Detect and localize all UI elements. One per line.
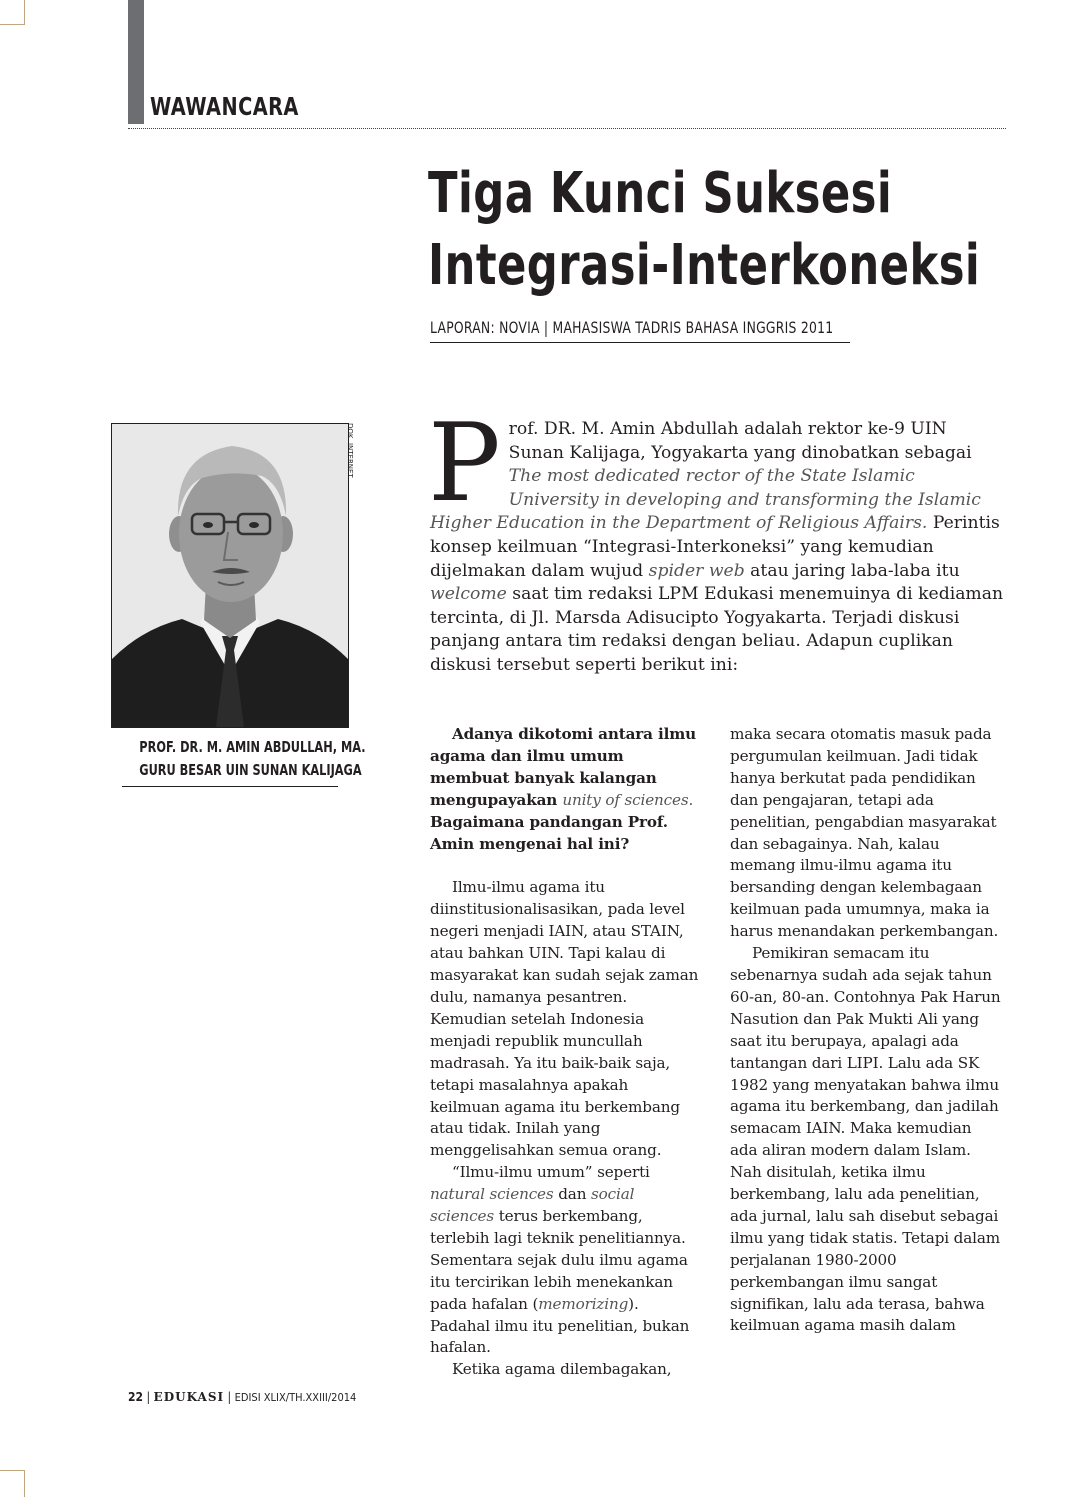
photo-caption bbox=[122, 736, 366, 787]
para2-italic-2: social sciences bbox=[430, 1185, 635, 1226]
para2-text-d: ). Padahal ilmu itu penelitian, bukan hafalan. bbox=[430, 1294, 690, 1357]
answer-paragraph-5: Pemikiran semacam itu sebenarnya sudah ada sejak tahun 60-an, 80-an. Contohnya Pak Harun Nasution dan Pak Mukti Ali yang saat itu berupaya, apalagi ada tantangan dari LIPI. Lalu ada SK 1982 yang menyatakan bahwa ilmu agama itu berkembang, dan jadilah semacam IAIN. Maka kemudian ada aliran modern dalam Islam. Nah disitulah, ketika ilmu berkembang, lalu ada penelitian, ada jurnal, lalu sah disebut sebagai ilmu yang tidak statis. Tetapi dalam perjalanan 1980-2000 perkembangan ilmu sangat signifikan, lalu ada terasa, bahwa keilmuan agama masih dalam bbox=[730, 944, 1001, 1335]
portrait-illustration bbox=[112, 424, 348, 727]
footer-separator-2: | bbox=[227, 1390, 232, 1404]
article-title bbox=[428, 158, 1068, 302]
lead-text-3: atau jaring laba-laba itu bbox=[744, 560, 960, 581]
para2-text-c: terus berkembang, terlebih lagi teknik penelitiannya. Sementara sejak dulu ilmu agama itu tercirikan lebih menekankan pada hafalan ( bbox=[430, 1207, 688, 1313]
lead-text-2: Perintis konsep keilmuan “Integrasi-Interkoneksi” yang kemudian dijelmakan dalam wujud bbox=[430, 513, 1000, 581]
body-column-2 bbox=[730, 724, 1002, 1337]
lead-italic-1: The most dedicated rector of the State Islamic University in developing and transforming the Islamic Higher Education in the Department of Religious Affairs. bbox=[430, 466, 981, 534]
section-bar bbox=[128, 0, 144, 124]
page-footer bbox=[128, 1390, 356, 1404]
para2-text-a: “Ilmu-ilmu umum” seperti bbox=[452, 1163, 650, 1182]
page-number: 22 bbox=[128, 1390, 144, 1404]
lead-italic-2: spider web bbox=[648, 560, 745, 581]
footer-separator-1: | bbox=[146, 1390, 151, 1404]
dotted-divider bbox=[128, 128, 1006, 129]
crop-mark-bottom-left bbox=[0, 1470, 25, 1497]
answer-paragraph-4: maka secara otomatis masuk pada pergumulan keilmuan. Jadi tidak hanya berkutat pada pendidikan dan pengajaran, tetapi ada penelitian, pengabdian masyarakat dan sebagainya. Nah, kalau memang ilmu-ilmu agama itu bersanding dengan kelembagaan keilmuan pada umumnya, maka ia harus menandakan perkembangan. bbox=[730, 725, 999, 941]
title-line-1: Tiga Kunci Suksesi bbox=[428, 161, 893, 226]
para2-italic-3: memorizing bbox=[538, 1294, 629, 1313]
answer-paragraph-3: Ketika agama dilembagakan, bbox=[452, 1360, 672, 1379]
interview-question bbox=[430, 724, 702, 855]
magazine-name: EDUKASI bbox=[153, 1390, 225, 1404]
drop-cap: P bbox=[428, 401, 501, 526]
para2-text-b: dan bbox=[553, 1185, 592, 1204]
answer-paragraph-2 bbox=[430, 1162, 702, 1359]
lead-text-1: rof. DR. M. Amin Abdullah adalah rektor ke-9 UIN Sunan Kalijaga, Yogyakarta yang dinobatkan sebagai bbox=[508, 419, 972, 463]
byline bbox=[430, 318, 850, 343]
portrait-photo bbox=[111, 423, 349, 728]
edition-info: EDISI XLIX/TH.XXIII/2014 bbox=[234, 1391, 357, 1404]
section-label: WAWANCARA bbox=[150, 92, 299, 121]
answer-paragraph-1: Ilmu-ilmu agama itu diinstitusionalisasikan, pada level negeri menjadi IAIN, atau STAIN, atau bahkan UIN. Tapi kalau di masyarakat kan sudah sejak zaman dulu, namanya pesantren. Kemudian setelah Indonesia menjadi republik muncullah madrasah. Ya itu baik-baik saja, tetapi masalahnya apakah keilmuan agama itu berkembang atau tidak. Inilah yang menggelisahkan semua orang. bbox=[430, 878, 699, 1160]
question-italic: unity of sciences. bbox=[562, 790, 694, 809]
caption-line-1: PROF. DR. M. AMIN ABDULLAH, MA. bbox=[139, 738, 366, 756]
body-column-1 bbox=[430, 724, 702, 1381]
byline-text: LAPORAN: NOVIA | MAHASISWA TADRIS BAHASA INGGRIS 2011 bbox=[430, 318, 834, 337]
para2-italic-1: natural sciences bbox=[430, 1185, 554, 1204]
lead-text-4: saat tim redaksi LPM Edukasi menemuinya di kediaman tercinta, di Jl. Marsda Adisucipto Yogyakarta. Terjadi diskusi panjang antara tim redaksi dengan beliau. Adapun cuplikan diskusi tersebut seperti berikut ini: bbox=[430, 584, 1004, 675]
question-text-1: Adanya dikotomi antara ilmu agama dan ilmu umum membuat banyak kalangan mengupayakan bbox=[430, 725, 697, 809]
caption-line-2: GURU BESAR UIN SUNAN KALIJAGA bbox=[139, 761, 362, 779]
crop-mark-top-left bbox=[0, 0, 25, 25]
lead-italic-3: welcome bbox=[430, 584, 507, 605]
title-line-2: Integrasi-Interkoneksi bbox=[428, 233, 981, 298]
photo-credit: DOK. INTERNET bbox=[346, 423, 354, 478]
lead-paragraph bbox=[428, 401, 1006, 678]
question-text-2: Bagaimana pandangan Prof. Amin mengenai hal ini? bbox=[430, 812, 668, 853]
